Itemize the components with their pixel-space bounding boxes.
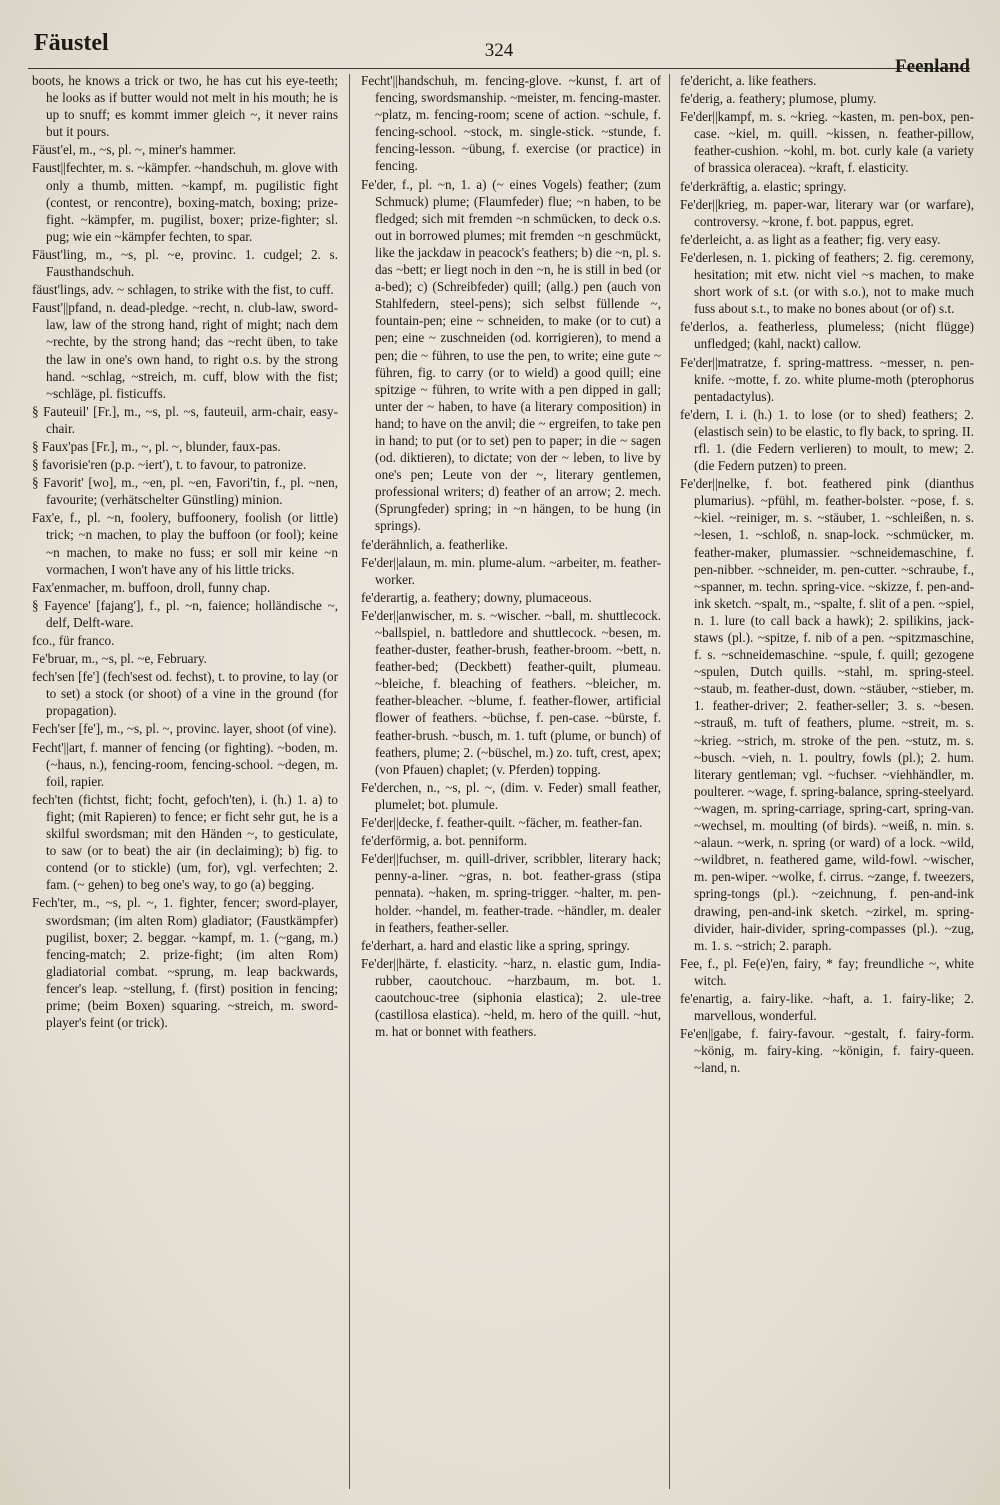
dictionary-entry: fech'sen [fe'] (fech'sest od. fechst), t. to provine, to lay (or to set) a stock (or shoot) of a vine in the ground (for propagation). (32, 669, 338, 719)
dictionary-entry: Fe'der||kampf, m. s. ~krieg. ~kasten, m. pen-box, pen-case. ~kiel, m. quill. ~kissen, n. feather-pillow, feather-cushion. ~kohl, m. bot. curly kale (a variety of brassica oleracea). ~kraft, f. elasticity. (680, 109, 974, 176)
dictionary-entry: Fäust'ling, m., ~s, pl. ~e, provinc. 1. cudgel; 2. s. Fausthandschuh. (32, 246, 338, 280)
dictionary-entry: § Faux'pas [Fr.], m., ~, pl. ~, blunder, faux-pas. (32, 438, 281, 454)
column-1 (32, 72, 338, 1491)
dictionary-entry: fco., für franco. (32, 633, 115, 648)
dictionary-entry: fe'derleicht, a. as light as a feather; fig. very easy. (680, 231, 941, 247)
dictionary-entry: Fäust'el, m., ~s, pl. ~, miner's hammer. (32, 142, 236, 158)
dictionary-entry: Fe'der||alaun, m. min. plume-alum. ~arbeiter, m. feather-worker. (361, 554, 661, 587)
dictionary-entry: fe'derlos, a. featherless, plumeless; (nicht flügge) unfledged; (kahl, nackt) callow. (680, 319, 974, 352)
dictionary-entry: Fe'der||krieg, m. paper-war, literary war (or warfare), controversy. ~krone, f. bot. pappus, egret. (680, 196, 974, 229)
dictionary-entry: Fe'der||decke, f. feather-quilt. ~fächer, m. feather-fan. (361, 815, 643, 831)
header-left-guide-word: Fäustel (34, 30, 109, 56)
dictionary-entry: Fe'der||matratze, f. spring-mattress. ~messer, n. pen-knife. ~motte, f. zo. white plume-moth (pterophorus pentadactylus). (680, 354, 974, 404)
dictionary-entry: fe'enartig, a. fairy-like. ~haft, a. 1. fairy-like; 2. marvellous, wonderful. (680, 990, 974, 1024)
dictionary-entry: Fecht'||handschuh, m. fencing-glove. ~kunst, f. art of fencing, swordsmanship. ~meister, m. fencing-master. ~platz, m. fencing-room; scene of action. ~schule, f. fencing-school. ~stock, m. single-stick. ~stunde, f. fencing-lesson. ~übung, f. exercise (or practice) in fencing. (361, 73, 661, 174)
dictionary-entry: fech'ten (fichtst, ficht; focht, gefoch'ten), i. (h.) 1. a) to fight; (mit Rapieren) to fence; er ficht sehr gut, he is a skilful swordsman; mit den Händen ~, to gesticulate, to saw (or to beat) the air (in declaiming); b) fig. to contend (or to stickle) (um, for), vgl. verfechten; 2. fam. (~ gehen) to beg one's way, to go (a) begging. (32, 791, 338, 893)
dictionary-entry: Faust'||pfand, n. dead-pledge. ~recht, n. club-law, sword-law, law of the strong hand, right of might; nach dem ~rechte, by the strong hand; das ~recht üben, to take the law in one's own hand, to right o.s. by the strong hand. ~schlag, ~streich, m. cuff, blow with the fist; ~schläge, pl. fisticuffs. (32, 300, 338, 401)
column-divider (669, 74, 670, 1489)
dictionary-entry: fe'derig, a. feathery; plumose, plumy. (680, 91, 877, 107)
dictionary-entry: Fe'der||anwischer, m. s. ~wischer. ~ball, m. shuttlecock. ~ballspiel, n. battledore and shuttlecock. ~besen, m. feather-duster, feather-brush, feather-broom. ~bett, n. feather-bed; (Deckbett) feather-quilt, plumeau. ~bleiche, f. bleaching of feathers. ~bleicher, m. feather-bleacher. ~blume, f. feather-flower, artificial flower of feathers. ~büchse, f. pen-case. ~bürste, f. feather-brush. ~busch, m. 1. tuft (plume, or bunch) of feathers, plume; 2. (~büschel, m.) zo. tuft, crest, apex; (von Pfauen) chaplet; (v. Pferden) topping. (361, 607, 661, 777)
dictionary-entry: Fe'der||härte, f. elasticity. ~harz, n. elastic gum, India-rubber, caoutchouc. ~harzbaum, m. bot. 1. caoutchouc-tree (siphonia elastica); 2. ule-tree (castillosa elastica). ~held, m. hero of the quill. ~hut, m. hat or bonnet with feathers. (361, 955, 661, 1040)
dictionary-entry: § Fauteuil' [Fr.], m., ~s, pl. ~s, fauteuil, arm-chair, easy-chair. (32, 403, 338, 436)
column-2 (361, 72, 661, 1491)
dictionary-entry: fe'derförmig, a. bot. penniform. (361, 833, 528, 849)
dictionary-entry: Fax'enmacher, m. buffoon, droll, funny chap. (32, 579, 271, 595)
dictionary-entry: § Favorit' [wo], m., ~en, pl. ~en, Favori'tin, f., pl. ~nen, favourite; (verhätschelter Günstling) minion. (32, 475, 338, 508)
dictionary-entry: Fe'der||nelke, f. bot. feathered pink (dianthus plumarius). ~pfühl, m. feather-bolster. ~pose, f. s. ~kiel. ~reiniger, m. s. ~stäuber, 1. ~schleißen, n. s. ~lesen, 1. ~schloß, n. snap-lock. ~schmücker, m. feather-maker, plumassier. ~schneidemaschine, f. pen-nibber. ~schneider, m. pen-cutter. ~schraube, f., ~spanner, m. techn. spring-vice. ~skizze, f. pen-and-ink sketch. ~spalt, m., ~spalte, f. slit of a pen. ~spiel, n. 1. lure (to call back a hawk); 2. spilikins, jack-staws (pl.). ~spitze, f. nib of a pen. ~spitzmaschine, f. s. ~schneidemaschine. ~spule, f. quill; gezogene ~spulen, Dutch quills. ~stahl, m. spring-steel. ~staub, m. feather-dust, down. ~stäuber, ~stieber, m. 1. feather-driver; 2. feather-seller; 3. s. ~besen. ~strauß, m. tuft of feathers, plume. ~streit, m. s. ~krieg. ~strich, m. stroke of the pen. ~stutz, m. s. ~busch. ~vieh, n. 1. poultry, fowls (pl.); 2. hum. literary gentleman; vgl. ~fuchser. ~viehhändler, m. poulterer. ~wage, f. spring-balance, spring-steelyard. ~wagen, m. spring-carriage, spring-cart, spring-van. ~wechsel, m. moulting (of birds). ~weiß, n. min. s. ~alaun. ~werk, n. spring (or ward) of a lock. ~wild, ~wildbret, n. feathered game, wild-fowl. ~wischer, m. pen-wiper. ~wolke, f. cirrus. ~zange, f. tweezers, spring-tongs (pl.). ~zeichnung, f. pen-and-ink drawing, pen-and-ink sketch. ~zirkel, m. spring-divider, hair-divider, spring-compasses (pl.). ~zug, m. 1. s. ~strich; 2. paraph. (680, 476, 974, 953)
dictionary-entry: Fe'der, f., pl. ~n, 1. a) (~ eines Vogels) feather; (zum Schmuck) plume; (Flaumfeder) flue; ~n haben, to be fledged; sich mit fremden ~n schmücken, to deck o.s. out in borrowed plumes; mit fremden ~n geschmückt, like the jackdaw in peacock's feathers; b) die ~n, pl. s. das ~bett; er liegt noch in den ~n, he is still in bed (or a-bed); c) (Schreibfeder) quill; (allg.) pen (auch von Stahlfedern, steel-pens); sich selbst füllende ~, fountain-pen; eine ~ schneiden, to make (or to cut) a pen; eine ~ zuschneiden (od. korrigieren), to mend a pen; die ~ führen, to use the pen, to write; eine gute ~ führen, fig. to carry (or to wield) a good quill; eine spitzige ~ führen, to write with a pen dipped in gall; unter der ~ haben, to have (a literary composition) in hand; to have on the anvil; die ~ ergreifen, to take pen in hand; to put (or to set) pen to paper; in die ~ sagen (od. diktieren), to dictate; von der ~ leben, to live by one's pen; Leute von der ~, literary gentlemen, professional writers; d) feather of an arrow; 2. mech. (Sprungfeder) spring; in ~n hängen, to be hung (in springs). (361, 176, 661, 534)
dictionary-entry: Fech'ter, m., ~s, pl. ~, 1. fighter, fencer; sword-player, swordsman; (im alten Rom) gladiator; (Faustkämpfer) pugilist, boxer; 2. beggar. ~kampf, m. 1. (~gang, m.) fencing-match; 2. prize-fight; (im alten Rom) gladiatorial combat. ~sprung, m. leap backwards, fencer's leap. ~stellung, f. (first) position in fencing; prime; (beim Boxen) squaring. ~streich, m. sword-player's feint (or trick). (32, 895, 338, 1031)
dictionary-entry: fe'derähnlich, a. featherlike. (361, 536, 508, 552)
dictionary-entry: § Fayence' [fajang'], f., pl. ~n, faience; holländische ~, delf, Delft-ware. (32, 597, 338, 630)
dictionary-entry: fe'derartig, a. feathery; downy, plumaceous. (361, 589, 592, 605)
page-number: 324 (484, 40, 514, 61)
dictionary-entry: Fe'derlesen, n. 1. picking of feathers; 2. fig. ceremony, hesitation; mit etw. nicht viel ~s machen, to make short work of s.t. (or with s.o.), not to make much fuss about s.t., to make no bones about (or of) s.t. (680, 249, 974, 317)
dictionary-entry: Fee, f., pl. Fe(e)'en, fairy, * fay; freundliche ~, white witch. (680, 955, 974, 988)
dictionary-entry: fe'dern, I. i. (h.) 1. to lose (or to shed) feathers; 2. (elastisch sein) to be elastic, to fly back, to spring. II. rfl. 1. (die Federn verlieren) to moult, to mew; 2. (die Federn putzen) to preen. (680, 406, 974, 474)
dictionary-entry: Fe'derchen, n., ~s, pl. ~, (dim. v. Feder) small feather, plumelet; bot. plumule. (361, 779, 661, 812)
page-header (28, 28, 970, 77)
dictionary-entry: Fech'ser [fe'], m., ~s, pl. ~, provinc. layer, shoot (of vine). (32, 721, 337, 737)
column-divider (349, 74, 350, 1489)
dictionary-entry: Fe'bruar, m., ~s, pl. ~e, February. (32, 651, 207, 667)
dictionary-entry: fäust'lings, adv. ~ schlagen, to strike with the fist, to cuff. (32, 282, 334, 298)
dictionary-entry: Faust||fechter, m. s. ~kämpfer. ~handschuh, m. glove with only a thumb, mitten. ~kampf, m. pugilistic fight (contest, or rencontre), boxing-match, boxing; prize-fight. ~kämpfer, m. pugilist, boxer; prize-fighter; sl. pug; wie ein ~kämpfer fechten, to spar. (32, 160, 338, 244)
dictionary-entry: Fe'en||gabe, f. fairy-favour. ~gestalt, f. fairy-form. ~könig, m. fairy-king. ~königin, f. fairy-queen. ~land, n. (680, 1026, 974, 1076)
dictionary-entry: Fecht'||art, f. manner of fencing (or fighting). ~boden, m. (~haus, n.), fencing-room, fencing-school. ~degen, m. foil, rapier. (32, 739, 338, 789)
dictionary-entry: fe'derkräftig, a. elastic; springy. (680, 178, 847, 194)
dictionary-entry: Fe'der||fuchser, m. quill-driver, scribbler, literary hack; penny-a-liner. ~gras, n. bot. feather-grass (stipa pennata). ~haken, m. spring-trigger. ~halter, m. pen-holder. ~handel, m. feather-trade. ~händler, m. dealer in feathers, feather-seller. (361, 851, 661, 935)
column-3 (680, 72, 974, 1491)
dictionary-entry: Fax'e, f., pl. ~n, foolery, buffoonery, foolish (or little) trick; ~n machen, to play the buffoon (or fool); keine ~n machen, to make no fuss; er soll mir keine ~n vormachen, I won't have any of his little tricks. (32, 510, 338, 577)
dictionary-entry: fe'derhart, a. hard and elastic like a spring, springy. (361, 937, 630, 953)
dictionary-entry: § favorisie'ren (p.p. ~iert'), t. to favour, to patronize. (32, 457, 307, 473)
dictionary-entry: fe'dericht, a. like feathers. (680, 73, 817, 88)
dictionary-entry: boots, he knows a trick or two, he has cut his eye-teeth; he looks as if butter would not melt in his mouth; he is up to snuff; es kommt immer gleich ~, it never rains but it pours. (32, 73, 338, 140)
header-right-guide-word: Feenland (895, 56, 970, 77)
